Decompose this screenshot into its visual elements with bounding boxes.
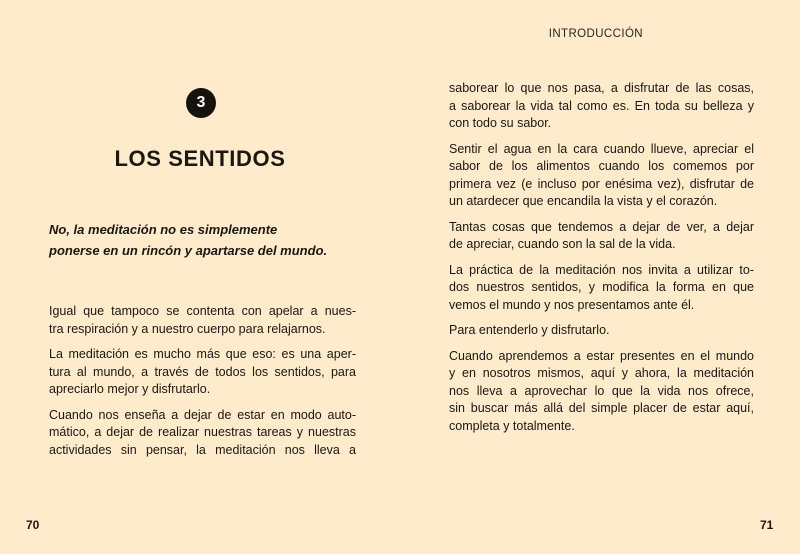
paragraph — [449, 322, 754, 340]
page-number-right: 71 — [760, 518, 774, 532]
text-line: sin buscar más allá del simple placer de estar aquí, — [449, 401, 754, 415]
paragraph — [449, 141, 754, 211]
text-line: La práctica de la meditación nos invita a utilizar to- — [449, 262, 754, 277]
text-line: Igual que tampoco se contenta con apelar a nues- — [49, 304, 356, 318]
page-number-left: 70 — [26, 518, 40, 532]
text-line: a saborear la vida tal como es. En toda su belleza y — [449, 98, 754, 113]
lead-line: ponerse en un rincón y apartarse del mundo. — [49, 243, 328, 258]
text-line: dos nuestros sentidos, y modifica la forma en que — [449, 280, 754, 294]
right-body-text — [449, 80, 754, 443]
text-line: Cuando aprendemos a estar presentes en el mundo — [449, 348, 754, 363]
text-line: de apreciar, cuando son la sal de la vida. — [449, 237, 676, 251]
running-head: INTRODUCCIÓN — [548, 28, 643, 40]
text-line: nos lleva a aprovechar lo que la vida nos ofrece, — [449, 383, 754, 398]
text-line: sabor de los alimentos cuando los comemos por — [449, 159, 754, 173]
text-line: actividades sin pensar, la meditación nos lleva a — [49, 442, 356, 457]
text-line: con todo su sabor. — [449, 116, 552, 130]
text-line: apreciarlo mejor y disfrutarlo. — [49, 382, 211, 396]
text-line: Tantas cosas que tendemos a dejar de ver, a dejar — [449, 219, 754, 234]
paragraph — [49, 407, 356, 460]
chapter-title: LOS SENTIDOS — [114, 146, 286, 171]
text-line: vemos el mundo y nos presentamos ante él. — [449, 297, 695, 312]
lead-paragraph — [49, 219, 359, 261]
paragraph — [449, 80, 754, 133]
left-body-text — [49, 303, 356, 467]
paragraph — [449, 219, 754, 254]
text-line: primera vez (e incluso por enésima vez), disfrutar de — [449, 176, 754, 191]
text-line: un atardecer que encandila la vista y el corazón. — [449, 194, 718, 208]
text-line: Sentir el agua en la cara cuando llueve, apreciar el — [449, 141, 754, 156]
text-line: y en nosotros mismos, aquí y ahora, la meditación — [449, 366, 754, 380]
text-line: tura al mundo, a través de todos los sentidos, para — [49, 364, 356, 379]
paragraph — [449, 348, 754, 436]
chapter-number-badge: 3 — [186, 88, 216, 118]
text-line: saborear lo que nos pasa, a disfrutar de las cosas, — [449, 81, 754, 95]
text-line: completa y totalmente. — [449, 418, 575, 433]
text-line: La meditación es mucho más que eso: es una aper- — [49, 347, 356, 361]
text-line: Cuando nos enseña a dejar de estar en modo auto- — [49, 407, 356, 422]
paragraph — [449, 262, 754, 315]
lead-line: No, la meditación no es simplemente — [49, 222, 278, 237]
text-line: tra respiración y a nuestro cuerpo para relajarnos. — [49, 321, 326, 336]
text-line: Para entenderlo y disfrutarlo. — [449, 323, 610, 337]
paragraph — [49, 303, 356, 338]
paragraph — [49, 346, 356, 399]
text-line: mático, a dejar de realizar nuestras tareas y nuestras — [49, 425, 356, 439]
